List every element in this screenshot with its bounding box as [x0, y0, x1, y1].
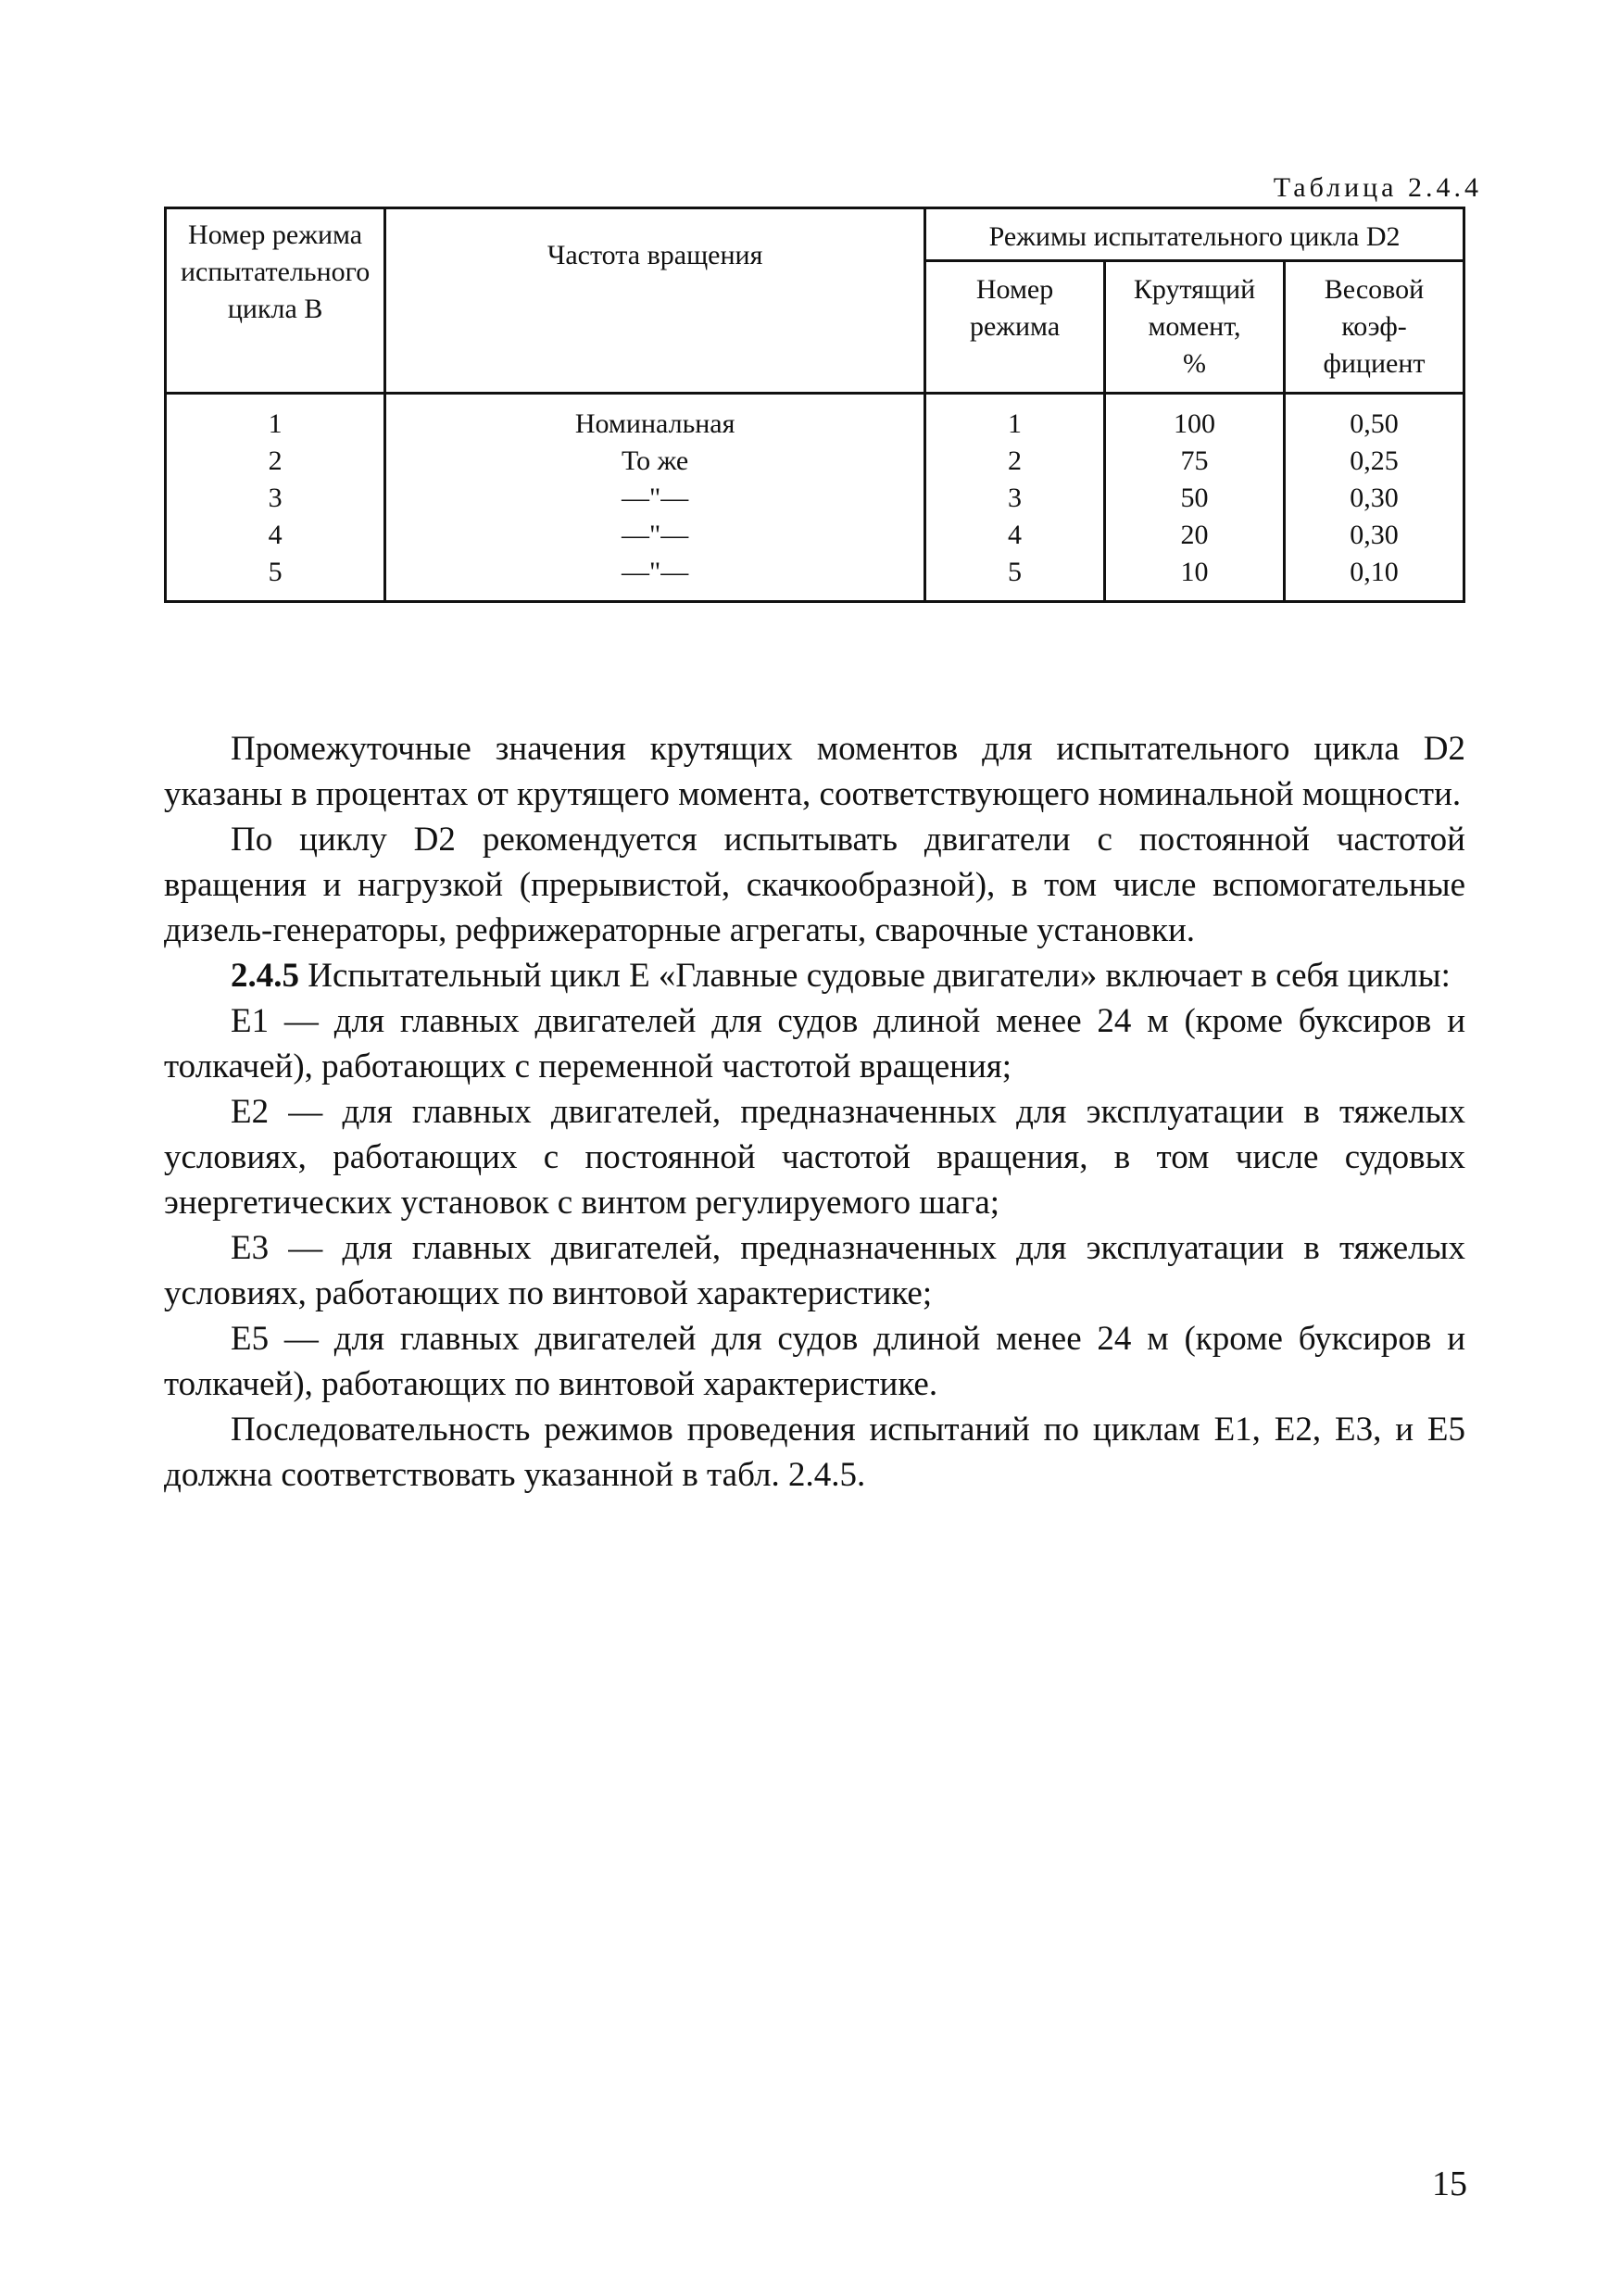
cell-mode-b: 4: [166, 517, 385, 554]
cell-torque: 10: [1105, 554, 1285, 602]
cell-mode-d2: 1: [925, 394, 1105, 444]
cell-weight: 0,50: [1284, 394, 1464, 444]
body-text: [164, 726, 1465, 1498]
header-mode-b-line-3: цикла В: [227, 294, 323, 324]
header-mode-d2-line-2: режима: [969, 311, 1061, 342]
cell-mode-b: 2: [166, 443, 385, 480]
header-mode-d2-line-1: Номер: [975, 274, 1054, 305]
cell-speed: —"—: [385, 554, 925, 602]
header-torque-line-2: момент,: [1148, 311, 1241, 342]
cell-mode-d2: 3: [925, 480, 1105, 517]
cell-speed: То же: [385, 443, 925, 480]
cell-mode-b: 3: [166, 480, 385, 517]
cell-torque: 20: [1105, 517, 1285, 554]
page-number: 15: [1432, 2164, 1467, 2203]
section-number: 2.4.5: [231, 957, 299, 995]
cell-weight: 0,30: [1284, 517, 1464, 554]
header-mode-d2: [925, 261, 1105, 394]
cell-speed: Номинальная: [385, 394, 925, 444]
table-row: [166, 554, 1464, 602]
header-torque-line-1: Крутящий: [1133, 274, 1256, 305]
table-caption: Таблица 2.4.4: [1273, 172, 1482, 203]
cell-mode-b: 5: [166, 554, 385, 602]
modes-table: [164, 207, 1465, 603]
header-torque: [1105, 261, 1285, 394]
header-weight-line-1: Весовой: [1324, 274, 1425, 305]
header-group-d2: Режимы испытательного цикла D2: [925, 208, 1464, 261]
cell-mode-d2: 5: [925, 554, 1105, 602]
header-mode-b-line-2: испытательного: [180, 257, 371, 287]
paragraph-sequence: Последовательность режимов проведения испытаний по циклам E1, E2, E3, и E5 должна соответствовать указанной в табл. 2.4.5.: [164, 1411, 1465, 1494]
header-weight-line-3: фициент: [1323, 348, 1426, 379]
paragraph-e1: E1 — для главных двигателей для судов длиной менее 24 м (кроме буксиров и толкачей), работающих с переменной частотой вращения;: [164, 1002, 1465, 1085]
cell-torque: 75: [1105, 443, 1285, 480]
paragraph-intermediate-torque: Промежуточные значения крутящих моментов для испытательного цикла D2 указаны в процентах от крутящего момента, соответствующего номинальной мощности.: [164, 730, 1465, 813]
cell-torque: 50: [1105, 480, 1285, 517]
cell-weight: 0,30: [1284, 480, 1464, 517]
table-row: [166, 517, 1464, 554]
cell-mode-b: 1: [166, 394, 385, 444]
paragraph-cycle-e-text: Испытательный цикл E «Главные судовые двигатели» включает в себя циклы:: [299, 957, 1451, 995]
table-row: [166, 394, 1464, 444]
header-speed: Частота вращения: [385, 208, 925, 394]
table-row: [166, 443, 1464, 480]
cell-weight: 0,10: [1284, 554, 1464, 602]
header-weight-line-2: коэф-: [1341, 311, 1407, 342]
header-torque-line-3: %: [1183, 348, 1206, 379]
cell-speed: —"—: [385, 480, 925, 517]
header-mode-b: [166, 208, 385, 394]
cell-weight: 0,25: [1284, 443, 1464, 480]
table-row: [166, 480, 1464, 517]
cell-torque: 100: [1105, 394, 1285, 444]
cell-mode-d2: 4: [925, 517, 1105, 554]
header-weight: [1284, 261, 1464, 394]
paragraph-e5: E5 — для главных двигателей для судов длиной менее 24 м (кроме буксиров и толкачей), работающих по винтовой характеристике.: [164, 1320, 1465, 1403]
paragraph-cycle-d2: По циклу D2 рекомендуется испытывать двигатели с постоянной частотой вращения и нагрузкой (прерывистой, скачкообразной), в том числе вспомогательные дизель-генераторы, рефрижераторные агрегаты, сварочные установки.: [164, 821, 1465, 949]
paragraph-e2: E2 — для главных двигателей, предназначенных для эксплуатации в тяжелых условиях, работающих с постоянной частотой вращения, в том числе судовых энергетических установок с винтом регулируемого шага;: [164, 1093, 1465, 1222]
paragraph-e3: E3 — для главных двигателей, предназначенных для эксплуатации в тяжелых условиях, работающих по винтовой характеристике;: [164, 1229, 1465, 1312]
cell-mode-d2: 2: [925, 443, 1105, 480]
paragraph-cycle-e: [164, 953, 1465, 998]
cell-speed: —"—: [385, 517, 925, 554]
header-mode-b-line-1: Номер режима: [188, 220, 363, 250]
